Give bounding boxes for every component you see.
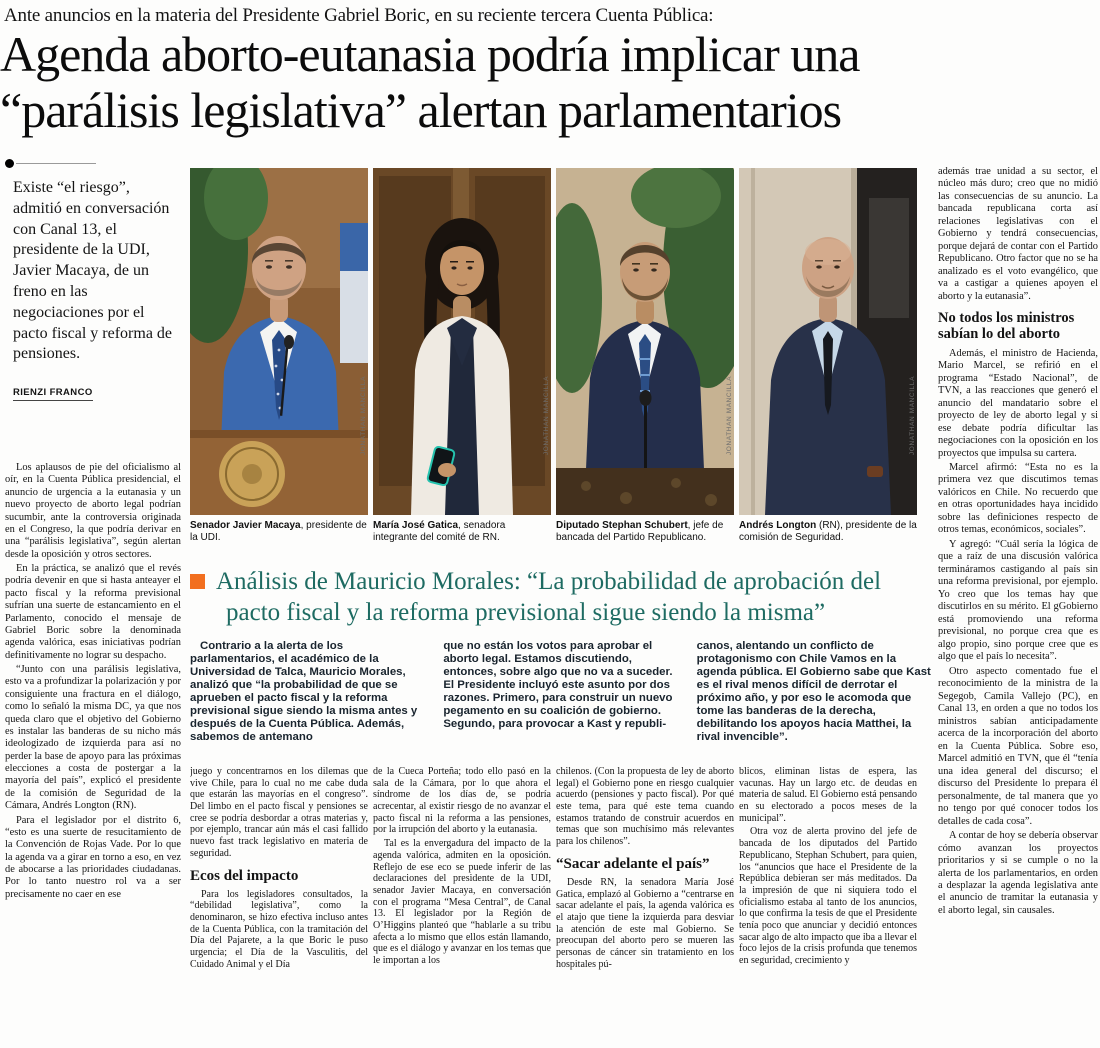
photo-maria-jose-gatica (373, 168, 551, 544)
paragraph: Y agregó: “Cuál sería la lógica de que a raíz de una discusión valórica termináramos castigando al país sin una reforma previsional, por ejemplo. Yo creo que los temas hay que discutirlos en su mérito. El gGobierno está promoviendo una reforma previsional, no porque crea que es algo propio, sino porque cree que es algo que el país lo necesita”. (938, 538, 1098, 663)
caption-name: Andrés Longton (739, 520, 817, 531)
photo-art-macaya (190, 168, 368, 515)
analysis-column: Contrario a la alerta de los parlamentarios, el académico de la Universidad de Talca, Mauricio Morales, analizó que “la probabilidad de que se aprueben el pacto fiscal y la reforma previsional sigue siendo la misma antes y después de la Cuenta Pública. Además, sabemos de antemano (190, 640, 418, 743)
analysis-headline (190, 566, 936, 628)
photo-credit: JONATHAN MANCILLA (360, 376, 367, 456)
byline: RIENZI FRANCO (13, 387, 93, 401)
article-column-2 (190, 766, 368, 1048)
photo-caption (373, 520, 551, 544)
paragraph: chilenos. (Con la propuesta de ley de aborto legal) el Gobierno pone en riesgo cualquier acuerdo (pensiones y pacto fiscal). Por qué este tema, para qué este tema cuando estamos tratando de construir acuerdos en temas que son muchísimo más relevantes para los chilenos”. (556, 766, 734, 848)
paragraph: Para los legisladores consultados, la “debilidad legislativa”, como la denominaron, se hizo efectiva incluso antes de la Cuenta Pública, con la tramitación del Día del Pajarete, a la que Boric le puso urgencia; el Día de la Vasculitis, del Cuidado Animal y el Día (190, 888, 368, 970)
caption-text: , jefe de bancada del Partido Republicano. (556, 520, 724, 543)
paragraph: “Junto con una parálisis legislativa, esto va a profundizar la polarización y por consiguiente una fractura en el diálogo, como lo señaló la misma DC, ya que nos queda claro que el objetivo del Gobierno es instalar las banderas de su nicho más ideologizado de izquierda para así no perder la base de apoyo para las próximas elecciones a costa de postergar a la mayoría del país”, explicó el presidente de la comisión de Seguridad de la Cámara, Andrés Longton (RN). (5, 664, 181, 812)
photo-art-longton (739, 168, 917, 515)
paragraph: En la práctica, se analizó que el revés podría devenir en que si hasta anteayer el pacto fiscal y la reforma previsional sufrían una suerte de estancamiento en el Parlamento, conocido el mensaje de Gabriel Boric sobre la denominada agenda valórica, esas iniciativas podrían definitivamente no lograr su despacho. (5, 563, 181, 661)
paragraph: de la Cueca Porteña; todo ello pasó en la sala de la Cámara, por lo que ahora el síndrome de los días de, se podría acrecentar, al existir riesgo de no avanzar el pacto fiscal ni la reforma a las pensiones, por la irrupción del aborto y la eutanasia. (373, 766, 551, 836)
bullet-dot-icon (5, 159, 14, 168)
photo-caption (556, 520, 734, 544)
caption-text: (RN), presidente de la comisión de Seguridad. (739, 520, 917, 543)
article-column-5 (739, 766, 917, 1048)
paragraph: blicos, eliminan listas de espera, las vacunas. Hay un largo etc. de deudas en materia de salud. El Gobierno está pensando en su electorado a pocos meses de la municipal”. (739, 766, 917, 824)
paragraph: A contar de hoy se debería observar cómo avanzan los proyectos prioritarios y si se cumple o no la alerta de los parlamentarios, en orden a desplazar la agenda legislativa ante el anuncio de tramitar la eutanasia y el aborto legal, sin causales. (938, 830, 1098, 916)
paragraph: Los aplausos de pie del oficialismo al oír, en la Cuenta Pública presidencial, el anuncio de urgencia a la eutanasia y un nuevo proyecto de aborto legal podrían sucumbir, ante la controversia originada en el Congreso, la que podría derivar en una “parálisis legislativa”, según alertan desde la oposición y otros sectores. (5, 462, 181, 560)
photo-javier-macaya (190, 168, 368, 544)
orange-square-bullet-icon (190, 574, 205, 589)
analysis-section (190, 566, 936, 744)
article-column-1 (5, 462, 181, 1048)
photo-art-gatica (373, 168, 551, 515)
photo-stephan-schubert (556, 168, 734, 544)
section-subhead-ecos-del-impacto: Ecos del impacto (190, 867, 299, 884)
lead-column (5, 158, 173, 401)
photo-caption (190, 520, 368, 544)
headline-line-2: “parálisis legislativa” alertan parlamentarios (0, 82, 842, 138)
photo-andres-longton (739, 168, 917, 544)
paragraph: Para el legislador por el distrito 6, “esto es una suerte de resucitamiento de la Convención de Rojas Vade. Por lo que la agenda va a girar en torno a eso, en vez de abocarse a las prioridades ciudadanas. Por lo tanto nuestro rol va a ser precisamente no caer en ese (5, 814, 181, 900)
photo-caption (739, 520, 917, 544)
headline (0, 26, 859, 138)
paragraph: Marcel afirmó: “Esta no es la primera vez que discutimos temas valóricos en Chile. No recuerdo que en otras oportunidades haya incidido sobre las definiciones respecto de otros temas, económicos, sociales”. (938, 462, 1098, 536)
lead-paragraph: Existe “el riesgo”, admitió en conversación con Canal 13, el presidente de la UDI, Javier Macaya, de un freno en las negociaciones por el pacto fiscal y reforma de pensiones. (13, 179, 173, 363)
paragraph: Además, el ministro de Hacienda, Mario Marcel, se refirió en el programa “Estado Nacional”, de TVN, a las reacciones que generó el anuncio del mandatario sobre el proyecto de ley de aborto legal y si ese debate podría dificultar las negociaciones con la oposición en los proyectos que impulsa su cartera. (938, 347, 1098, 459)
analysis-column: canos, alentando un conflicto de protagonismo con Chile Vamos en la agenda pública. El Gobierno sabe que Kast es el rival menos difícil de derrotar el próximo año, y por eso le acomoda que tome las banderas de la derecha, debilitando los apoyos hacia Matthei, la rival invencible”. (696, 640, 931, 743)
section-subhead-sacar-adelante: “Sacar adelante el país” (556, 855, 710, 872)
photo-art-schubert (556, 168, 734, 515)
paragraph: Tal es la envergadura del impacto de la agenda valórica, admiten en la oposición. Reflejo de ese eco se puede inferir de las declaraciones del presidente de la UDI, senador Javier Macaya, en conversación con el programa “Mesa Central”, de Canal 13. El legislador por la Región de O’Higgins planteó que “hablarle a su tribu afecta a lo mismo que ellos están llamando, que es el diálogo y avanzar en los temas que le importan a los (373, 838, 551, 966)
paragraph: Otro aspecto comentado fue el reconocimiento de la ministra de la Segegob, Camila Vallejo (PC), en Canal 13, en orden a que no todos los ministros sabían anticipadamente acerca de la incorporación del aborto en la Cuenta Pública. Sobre eso, Marcel admitió en TVN, que él “tenía una idea general del discurso; el discurso del Presidente lo prepara él personalmente, de tal manera que yo no tengo por qué conocer todos los detalles de cada cosa”. (938, 665, 1098, 827)
article-column-4 (556, 766, 734, 1048)
kicker: Ante anuncios en la materia del Presidente Gabriel Boric, en su reciente tercera Cuenta Pública: (4, 5, 714, 26)
caption-name: Diputado Stephan Schubert (556, 520, 688, 531)
caption-name: María José Gatica (373, 520, 459, 531)
article-column-6 (938, 166, 1098, 1048)
paragraph: juego y concentrarnos en los dilemas que vive Chile, para lo cual no me cabe duda que estarán las mayorías en el congreso”. Del limbo en el pacto fiscal y pensiones se cree se podría desbordar a otras materias y, por ejemplo, trancar aún más el casi fallido nuevo fast track legislativo en materia de seguridad. (190, 766, 368, 859)
headline-line-1: Agenda aborto-eutanasia podría implicar una (0, 26, 860, 82)
section-subhead-no-todos-los-ministros: No todos los ministros sabían lo del aborto (938, 310, 1075, 342)
caption-text: , senadora integrante del comité de RN. (373, 520, 506, 543)
caption-text: , presidente de la UDI. (190, 520, 367, 543)
article-column-3 (373, 766, 551, 1048)
analysis-columns (190, 640, 936, 744)
lead-decoration (5, 158, 173, 168)
analysis-column: que no están los votos para aprobar el aborto legal. Estamos discutiendo, entonces, sobre algo que no va a suceder. El Presidente incluyó este asunto por dos razones. Primero, para construir un nuevo pegamento en su coalición de gobierno. Segundo, para provocar a Kast y republi- (443, 640, 673, 730)
analysis-headline-text: Análisis de Mauricio Morales: “La probabilidad de aprobación del pacto fiscal y la reforma previsional sigue siendo la misma” (216, 568, 882, 626)
paragraph: Otra voz de alerta provino del jefe de bancada de los diputados del Partido Republicano, Stephan Schubert, para quien, los “anuncios que hace el Presidente de la República debieran ser más meditados. Da la impresión de que ni siquiera todo el oficialismo estaba al tanto de los anuncios, lo que confirma la tesis de que el Presidente tenía poco que anunciar y decidió entonces sacar algo de alto impacto que iba a llevar el foco lejos de la crisis profunda que tenemos en seguridad, crecimiento y (739, 826, 917, 966)
photo-credit: JONATHAN MANCILLA (543, 376, 550, 456)
photo-credit: JONATHAN MANCILLA (909, 376, 916, 456)
caption-name: Senador Javier Macaya (190, 520, 301, 531)
paragraph: Desde RN, la senadora María José Gatica, emplazó al Gobierno a “centrarse en sacar adelante el país, la agenda valórica es el atajo que tiene la izquierda para desviar la atención de este mal Gobierno. Se preocupan del aborto pero se mueren las personas de cáncer sin tratamiento en los hospitales pú- (556, 877, 734, 970)
photo-credit: JONATHAN MANCILLA (726, 376, 733, 456)
paragraph: además trae unidad a su sector, el núcleo más duro; creo que no midió las consecuencias de su anuncio. La bancada republicana corta así relaciones legislativas con el Gobierno y tendrá consecuencias, porque dejará de contar con el Partido Republicano. Otro factor que no se ha analizado es el voto evangélico, que va a castigar a quienes apoyen el aborto y la eutanasia”. (938, 166, 1098, 302)
rule-line (16, 163, 96, 164)
